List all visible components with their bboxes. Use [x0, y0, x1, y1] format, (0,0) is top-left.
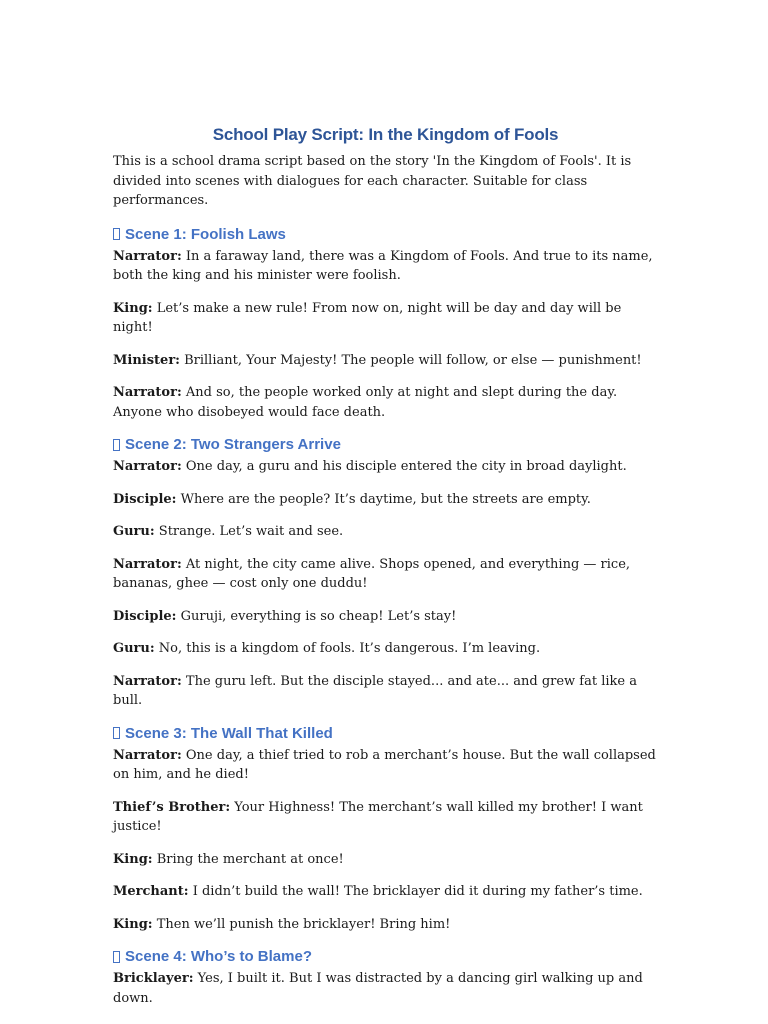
speaker-name: King:: [113, 916, 153, 932]
scene-glyph-icon: [113, 951, 120, 963]
dialogue-line: [113, 490, 658, 510]
scene-glyph-icon: [113, 439, 120, 451]
speaker-name: Thief’s Brother:: [113, 799, 231, 815]
document-page: [113, 124, 658, 1021]
speaker-name: Guru:: [113, 524, 155, 539]
dialogue-text: I didn’t build the wall! The bricklayer did it during my father’s time.: [188, 884, 643, 899]
dialogue-line: [113, 383, 658, 422]
dialogue-line: [113, 746, 658, 785]
intro-paragraph: This is a school drama script based on the story 'In the Kingdom of Fools'. It is divided into scenes with dialogues for each character. Suitable for class performances.: [113, 154, 632, 208]
scene-heading-label: Scene 4: Who’s to Blame?: [125, 948, 312, 965]
dialogue-text: At night, the city came alive. Shops opened, and everything — rice, bananas, ghee — cost only one duddu!: [113, 556, 631, 591]
speaker-name: Narrator:: [113, 248, 182, 264]
dialogue-line: [113, 247, 658, 286]
dialogue-text: One day, a thief tried to rob a merchant’s house. But the wall collapsed on him, and he died!: [113, 747, 656, 782]
dialogue-line: [113, 522, 658, 542]
dialogue-line: [113, 457, 658, 477]
speaker-name: Narrator:: [113, 556, 182, 572]
dialogue-text: Yes, I built it. But I was distracted by a dancing girl walking up and down.: [113, 971, 643, 1006]
scene-heading: [113, 435, 658, 454]
dialogue-line: [113, 351, 658, 371]
dialogue-text: Where are the people? It’s daytime, but the streets are empty.: [176, 491, 591, 507]
dialogue-text: In a faraway land, there was a Kingdom of Fools. And true to its name, both the king and his minister were foolish.: [113, 248, 653, 283]
scene-glyph-icon: [113, 228, 120, 240]
speaker-name: King:: [113, 300, 153, 316]
speaker-name: Narrator:: [113, 673, 182, 689]
scene-heading: [113, 947, 658, 966]
scene-heading-label: Scene 2: Two Strangers Arrive: [125, 436, 341, 453]
scene-heading-label: Scene 1: Foolish Laws: [125, 225, 286, 243]
dialogue-text: Strange. Let’s wait and see.: [154, 524, 344, 539]
dialogue-text: Bring the merchant at once!: [152, 851, 344, 867]
dialogue-text: Your Highness! The merchant’s wall killed my brother! I want justice!: [113, 799, 643, 834]
document-title: School Play Script: In the Kingdom of Fools: [212, 125, 559, 144]
dialogue-line: [113, 555, 658, 594]
speaker-name: Bricklayer:: [113, 971, 194, 986]
dialogue-line: [113, 969, 658, 1008]
scenes-container: [113, 225, 658, 1009]
dialogue-text: The guru left. But the disciple stayed... and ate... and grew fat like a bull.: [113, 673, 637, 708]
scene-glyph-icon: [113, 727, 120, 739]
dialogue-text: Guruji, everything is so cheap! Let’s stay!: [176, 608, 457, 624]
dialogue-line: [113, 299, 658, 338]
speaker-name: Narrator:: [113, 459, 182, 474]
speaker-name: Merchant:: [113, 884, 189, 899]
speaker-name: Narrator:: [113, 747, 182, 763]
speaker-name: Guru:: [113, 641, 155, 656]
dialogue-line: [113, 639, 658, 659]
dialogue-text: Then we’ll punish the bricklayer! Bring him!: [152, 916, 451, 932]
dialogue-line: [113, 850, 658, 870]
dialogue-text: Let’s make a new rule! From now on, night will be day and day will be night!: [113, 300, 622, 335]
speaker-name: Narrator:: [113, 385, 182, 400]
speaker-name: Disciple:: [113, 491, 177, 507]
dialogue-line: [113, 607, 658, 627]
dialogue-line: [113, 915, 658, 935]
scene-heading: [113, 225, 658, 244]
dialogue-text: One day, a guru and his disciple entered the city in broad daylight.: [181, 459, 627, 474]
speaker-name: King:: [113, 851, 153, 867]
scene-heading-label: Scene 3: The Wall That Killed: [125, 724, 333, 742]
dialogue-text: Brilliant, Your Majesty! The people will follow, or else — punishment!: [179, 352, 642, 368]
speaker-name: Disciple:: [113, 608, 177, 624]
dialogue-line: [113, 672, 658, 711]
scene-heading: [113, 724, 658, 743]
dialogue-line: [113, 882, 658, 902]
dialogue-text: And so, the people worked only at night and slept during the day. Anyone who disobeyed would face death.: [113, 385, 618, 420]
dialogue-text: No, this is a kingdom of fools. It’s dangerous. I’m leaving.: [154, 641, 541, 656]
speaker-name: Minister:: [113, 352, 180, 368]
dialogue-line: [113, 798, 658, 837]
